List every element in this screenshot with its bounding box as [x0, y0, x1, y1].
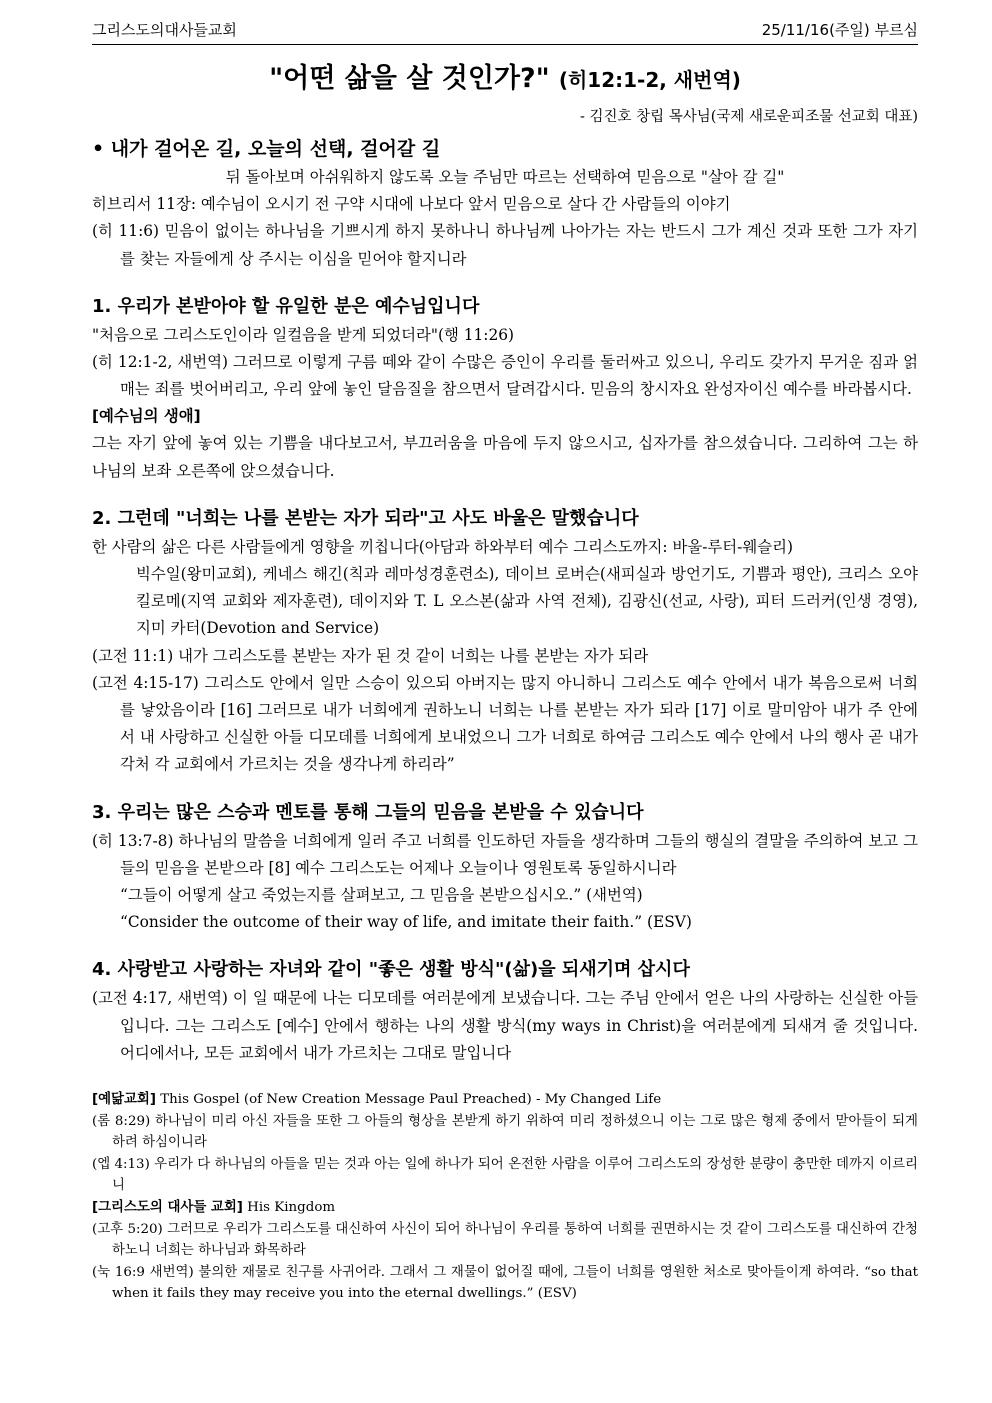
section-1-body: 그는 자기 앞에 놓여 있는 기쁨을 내다보고서, 부끄러움을 마음에 두지 않으시고, 십자가를 참으셨습니다. 그리하여 그는 하나님의 보좌 오른쪽에 앉으셨습니다.	[92, 434, 918, 480]
section-3-english: “Consider the outcome of their way of life, and imitate their faith.” (ESV)	[120, 913, 692, 932]
section-2-people: 빅수일(왕미교회), 케네스 해긴(칙과 레마성경훈련소), 데이브 로버슨(새피실과 방언기도, 기쁨과 평안), 크리스 오야킬로메(지역 교회와 제자훈련), 데이지와 T. L 오스본(삶과 사역 전체), 김광신(선교, 사랑), 피터 드러커(인생 경영), 지미 카터(Devotion and Service)	[136, 565, 918, 638]
intro-heading: • 내가 걸어온 길, 오늘의 선택, 걸어갈 길	[92, 138, 441, 160]
section-1-quote: "처음으로 그리스도인이라 일컬음을 받게 되었더라"(행 11:26)	[92, 325, 515, 344]
page-header	[92, 18, 918, 45]
sermon-title-main: "어떤 삶을 살 것인가?"	[269, 63, 550, 94]
section-4-verse: (고전 4:17, 새번역) 이 일 때문에 나는 디모데를 여러분에게 보냈습니다. 그는 주님 안에서 얻은 나의 사랑하는 신실한 아들입니다. 그는 그리스도 [예수] 안에서 행하는 나의 생활 방식(my ways in Christ)을 여러분에게 되새겨 줄 것입니다. 어디에서나, 모든 교회에서 내가 가르치는 그대로 말입니다	[92, 989, 918, 1062]
note-yedalm-label: [예닮교회]	[92, 1092, 156, 1108]
section-1-subheading: [예수님의 생애]	[92, 407, 201, 426]
church-name: 그리스도의대사들교회	[92, 21, 237, 39]
service-date: 25/11/16(주일) 부르심	[761, 21, 918, 39]
note-ambassadors	[92, 1197, 918, 1219]
sermon-title-ref: (히12:1-2, 새번역)	[558, 68, 741, 92]
note-corinthians: (고후 5:20) 그러므로 우리가 그리스도를 대신하여 사신이 되어 하나님이 우리를 통하여 너희를 권면하시는 것 같이 그리스도를 대신하여 간청하노니 너희는 하나님과 화목하라	[92, 1221, 918, 1259]
note-ambassadors-label: [그리스도의 대사들 교회]	[92, 1200, 243, 1216]
author-line: - 김진호 창립 목사님(국제 새로운피조물 선교회 대표)	[579, 109, 918, 125]
note-ambassadors-text: His Kingdom	[242, 1200, 336, 1216]
note-romans: (롬 8:29) 하나님이 미리 아신 자들을 또한 그 아들의 형상을 본받게 하기 위하여 미리 정하셨으니 이는 그로 많은 형제 중에서 맏아들이 되게 하려 하심이니라	[92, 1113, 918, 1151]
section-3-verse: (히 13:7-8) 하나님의 말씀을 너희에게 일러 주고 너희를 인도하던 자들을 생각하며 그들의 행실의 결말을 주의하여 보고 그들의 믿음을 본받으라 [8] 예수 그리스도는 어제나 오늘이나 영원토록 동일하시니라	[92, 831, 918, 877]
section-2-heading: 2. 그런데 "너희는 나를 본받는 자가 되라"고 사도 바울은 말했습니다	[92, 507, 639, 529]
section-1-verse: (히 12:1-2, 새번역) 그러므로 이렇게 구름 떼와 같이 수많은 증인이 우리를 둘러싸고 있으니, 우리도 갖가지 무거운 짐과 얽매는 죄를 벗어버리고, 우리 앞에 놓인 달음질을 참으면서 달려갑시다. 믿음의 창시자요 완성자이신 예수를 바라봅시다.	[92, 353, 918, 399]
notes-block	[92, 1089, 918, 1305]
section-2-verse-2: (고전 4:15-17) 그리스도 안에서 일만 스승이 있으되 아버지는 많지 아니하니 그리스도 예수 안에서 내가 복음으로써 너희를 낳았음이라 [16] 그러므로 내가 너희에게 권하노니 너희는 나를 본받는 자가 되라 [17] 이로 말미암아 내가 주 안에서 내 사랑하고 신실한 아들 디모데를 너희에게 보내었으니 그가 너희로 하여금 그리스도 예수 안에서 나의 행사 곧 내가 각처 각 교회에서 가르치는 것을 생각나게 하리라”	[92, 673, 918, 774]
document-page	[92, 18, 918, 1305]
intro-line-1: 뒤 돌아보며 아쉬워하지 않도록 오늘 주님만 따르는 선택하여 믿음으로 "살아 갈 길"	[225, 168, 785, 186]
section-1-heading: 1. 우리가 본받아야 할 유일한 분은 예수님입니다	[92, 295, 480, 317]
section-4-heading: 4. 사랑받고 사랑하는 자녀와 같이 "좋은 생활 방식"(삶)을 되새기며 삽시다	[92, 959, 690, 981]
note-luke: (눅 16:9 새번역) 불의한 재물로 친구를 사귀어라. 그래서 그 재물이 없어질 때에, 그들이 너희를 영원한 처소로 맞아들이게 하여라. “so that when it fails they may receive you into the eternal dwellings.” (ESV)	[92, 1264, 918, 1302]
note-ephesians: (엡 4:13) 우리가 다 하나님의 아들을 믿는 것과 아는 일에 하나가 되어 온전한 사람을 이루어 그리스도의 장성한 분량이 충만한 데까지 이르리니	[92, 1156, 918, 1194]
section-2-line-1: 한 사람의 삶은 다른 사람들에게 영향을 끼칩니다(아담과 하와부터 예수 그리스도까지: 바울-루터-웨슬리)	[92, 537, 793, 556]
intro-line-2: 히브리서 11장: 예수님이 오시기 전 구약 시대에 나보다 앞서 믿음으로 살다 간 사람들의 이야기	[92, 195, 731, 214]
intro-verse: (히 11:6) 믿음이 없이는 하나님을 기쁘시게 하지 못하나니 하나님께 나아가는 자는 반드시 그가 계신 것과 또한 그가 자기를 찾는 자들에게 상 주시는 이심을 믿어야 할지니라	[92, 222, 918, 268]
note-yedalm	[92, 1089, 918, 1111]
note-yedalm-text: This Gospel (of New Creation Message Paul Preached) - My Changed Life	[155, 1092, 662, 1108]
section-3-heading: 3. 우리는 많은 스승과 멘토를 통해 그들의 믿음을 본받을 수 있습니다	[92, 801, 644, 823]
section-3-korean: “그들이 어떻게 살고 죽었는지를 살펴보고, 그 믿음을 본받으십시오.” (새번역)	[120, 886, 643, 905]
section-2-verse-1: (고전 11:1) 내가 그리스도를 본받는 자가 된 것 같이 너희는 나를 본받는 자가 되라	[92, 646, 649, 665]
sermon-title	[92, 59, 918, 102]
